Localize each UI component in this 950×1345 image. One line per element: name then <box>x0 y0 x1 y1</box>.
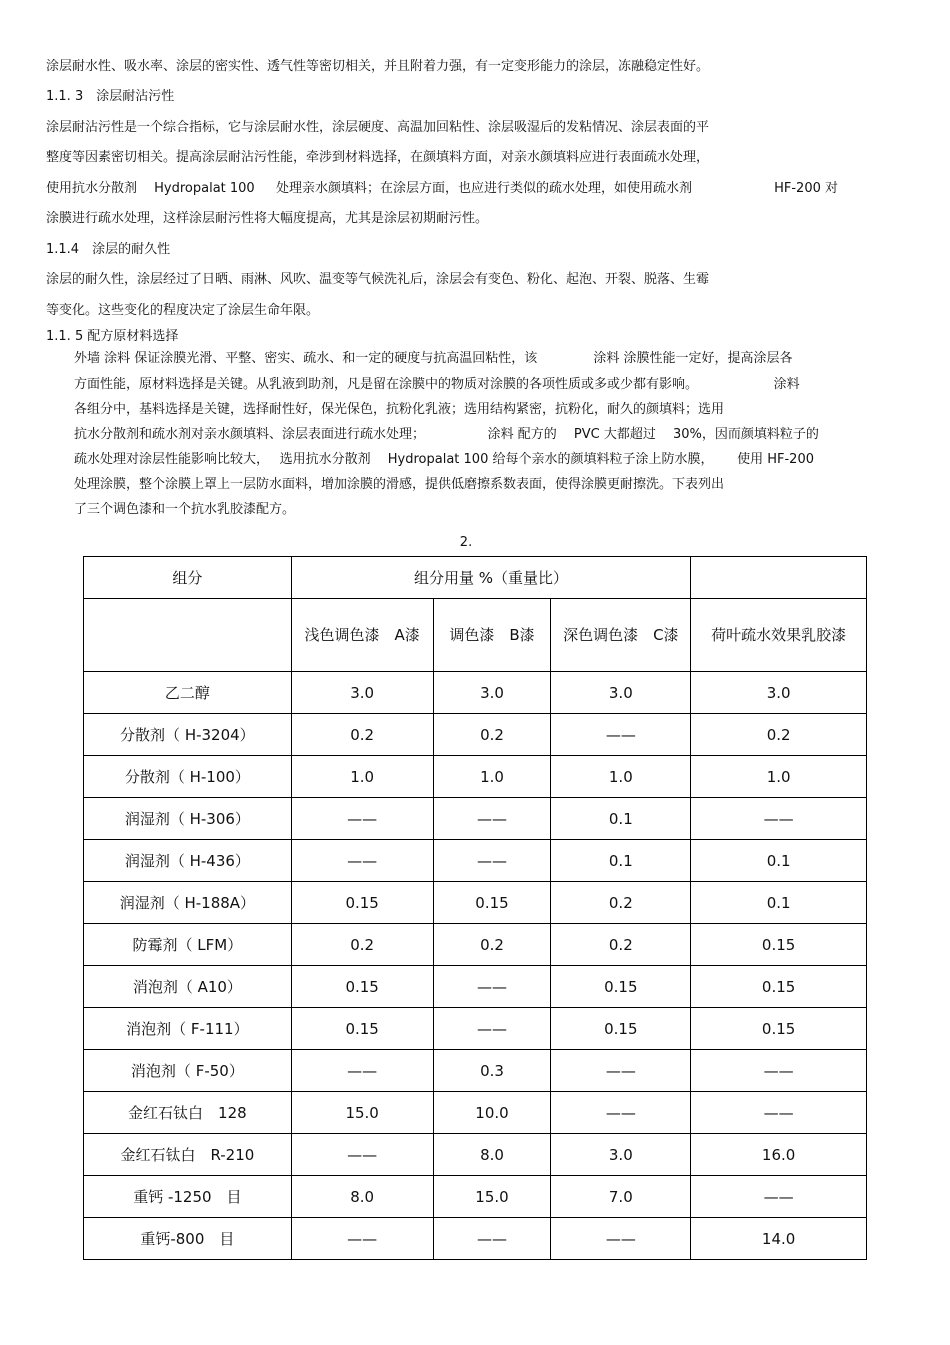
amount-cell: —— <box>291 840 433 882</box>
amount-cell: 0.15 <box>691 1008 867 1050</box>
amount-cell: 8.0 <box>433 1134 551 1176</box>
amount-cell: 3.0 <box>551 672 691 714</box>
amount-cell: 15.0 <box>433 1176 551 1218</box>
amount-cell: —— <box>691 1176 867 1218</box>
component-name: 润湿剂（ H-436） <box>84 840 292 882</box>
amount-cell: 0.2 <box>433 714 551 756</box>
text-line: 涂膜进行疏水处理，这样涂层耐污性将大幅度提高，尤其是涂层初期耐污性。 <box>46 211 489 226</box>
column-header: 调色漆 B漆 <box>433 599 551 672</box>
component-name: 金红石钛白 R-210 <box>84 1134 292 1176</box>
table-row <box>84 672 867 714</box>
amount-cell: 7.0 <box>551 1176 691 1218</box>
amount-cell: 0.2 <box>551 882 691 924</box>
amount-cell: —— <box>433 966 551 1008</box>
amount-cell: 0.15 <box>291 966 433 1008</box>
table-row <box>84 882 867 924</box>
amount-cell: 0.1 <box>691 882 867 924</box>
amount-cell: 0.1 <box>551 840 691 882</box>
text-line: 各组分中，基料选择是关键，选择耐性好，保光保色，抗粉化乳液；选用结构紧密，抗粉化，耐久的颜填料；选用 <box>74 402 725 417</box>
amount-cell: —— <box>291 1134 433 1176</box>
component-name: 乙二醇 <box>84 672 292 714</box>
table-header-row <box>84 557 867 599</box>
component-name: 润湿剂（ H-306） <box>84 798 292 840</box>
amount-cell: —— <box>291 798 433 840</box>
component-name: 消泡剂（ F-111） <box>84 1008 292 1050</box>
text-line: 使用抗水分散剂 Hydropalat 100 处理亲水颜填料；在涂层方面，也应进行类似的疏水处理，如使用疏水剂 HF-200 对 <box>46 181 838 196</box>
header-component: 组分 <box>84 557 292 599</box>
subheader-blank <box>84 599 292 672</box>
table-row <box>84 966 867 1008</box>
table-row <box>84 756 867 798</box>
text-line: 方面性能，原材料选择是关键。从乳液到助剂，凡是留在涂膜中的物质对涂膜的各项性质或多或少都有影响。 涂料 <box>74 377 800 392</box>
amount-cell: —— <box>551 1050 691 1092</box>
amount-cell: —— <box>433 798 551 840</box>
amount-cell: —— <box>551 1092 691 1134</box>
amount-cell: 0.3 <box>433 1050 551 1092</box>
header-blank <box>691 557 867 599</box>
amount-cell: 16.0 <box>691 1134 867 1176</box>
amount-cell: —— <box>551 714 691 756</box>
amount-cell: 0.15 <box>691 966 867 1008</box>
amount-cell: 0.15 <box>551 1008 691 1050</box>
amount-cell: —— <box>691 1092 867 1134</box>
amount-cell: 10.0 <box>433 1092 551 1134</box>
amount-cell: 1.0 <box>691 756 867 798</box>
component-name: 润湿剂（ H-188A） <box>84 882 292 924</box>
amount-cell: 1.0 <box>551 756 691 798</box>
text-line: 抗水分散剂和疏水剂对亲水颜填料、涂层表面进行疏水处理； 涂料 配方的 PVC 大都超过 30%，因而颜填料粒子的 <box>74 427 819 442</box>
column-header: 深色调色漆 C漆 <box>551 599 691 672</box>
amount-cell: —— <box>551 1218 691 1260</box>
formula-table <box>83 556 867 1260</box>
table-row <box>84 798 867 840</box>
text-line: 涂层耐沾污性是一个综合指标，它与涂层耐水性，涂层硬度、高温加回粘性、涂层吸湿后的发粘情况、涂层表面的平 <box>46 120 710 135</box>
table-row <box>84 1092 867 1134</box>
text-line: 涂层的耐久性，涂层经过了日晒、雨淋、风吹、温变等气候洗礼后，涂层会有变色、粉化、起泡、开裂、脱落、生霉 <box>46 272 710 287</box>
amount-cell: 1.0 <box>291 756 433 798</box>
table-row <box>84 714 867 756</box>
component-name: 重钙-800 目 <box>84 1218 292 1260</box>
text-line: 外墙 涂料 保证涂膜光滑、平整、密实、疏水、和一定的硬度与抗高温回粘性，该 涂料 涂膜性能一定好，提高涂层各 <box>74 351 793 366</box>
component-name: 金红石钛白 128 <box>84 1092 292 1134</box>
header-amount: 组分用量 %（重量比） <box>291 557 690 599</box>
text-line: 涂层耐水性、吸水率、涂层的密实性、透气性等密切相关，并且附着力强，有一定变形能力的涂层，冻融稳定性好。 <box>46 59 710 74</box>
amount-cell: 1.0 <box>433 756 551 798</box>
amount-cell: —— <box>691 1050 867 1092</box>
component-name: 分散剂（ H-100） <box>84 756 292 798</box>
table-row <box>84 840 867 882</box>
table-row <box>84 1134 867 1176</box>
amount-cell: 0.15 <box>291 882 433 924</box>
amount-cell: —— <box>691 798 867 840</box>
text-line: 整度等因素密切相关。提高涂层耐沾污性能，牵涉到材料选择，在颜填料方面，对亲水颜填料应进行表面疏水处理， <box>46 150 710 165</box>
component-name: 分散剂（ H-3204） <box>84 714 292 756</box>
amount-cell: —— <box>433 1008 551 1050</box>
component-name: 重钙 -1250 目 <box>84 1176 292 1218</box>
amount-cell: 3.0 <box>691 672 867 714</box>
amount-cell: 3.0 <box>291 672 433 714</box>
text-line: 等变化。这些变化的程度决定了涂层生命年限。 <box>46 303 320 318</box>
amount-cell: 3.0 <box>433 672 551 714</box>
component-name: 消泡剂（ F-50） <box>84 1050 292 1092</box>
amount-cell: 0.2 <box>691 714 867 756</box>
amount-cell: 0.2 <box>291 714 433 756</box>
text-line: 1.1.4 涂层的耐久性 <box>46 242 171 257</box>
amount-cell: 0.15 <box>551 966 691 1008</box>
amount-cell: —— <box>291 1050 433 1092</box>
table-row <box>84 1218 867 1260</box>
amount-cell: 0.2 <box>551 924 691 966</box>
amount-cell: 0.2 <box>291 924 433 966</box>
column-header: 浅色调色漆 A漆 <box>291 599 433 672</box>
amount-cell: 0.15 <box>433 882 551 924</box>
table-caption: 2. <box>459 535 473 550</box>
amount-cell: 8.0 <box>291 1176 433 1218</box>
text-line: 1.1. 3 涂层耐沾污性 <box>46 89 175 104</box>
amount-cell: 3.0 <box>551 1134 691 1176</box>
column-header: 荷叶疏水效果乳胶漆 <box>691 599 867 672</box>
amount-cell: 0.2 <box>433 924 551 966</box>
amount-cell: 0.1 <box>551 798 691 840</box>
text-line: 疏水处理对涂层性能影响比较大， 选用抗水分散剂 Hydropalat 100 给每个亲水的颜填料粒子涂上防水膜， 使用 HF-200 <box>74 452 814 467</box>
table-subheader-row <box>84 599 867 672</box>
table-row <box>84 924 867 966</box>
text-line: 了三个调色漆和一个抗水乳胶漆配方。 <box>74 502 296 517</box>
table-row <box>84 1050 867 1092</box>
amount-cell: 0.1 <box>691 840 867 882</box>
amount-cell: —— <box>433 840 551 882</box>
table-row <box>84 1008 867 1050</box>
amount-cell: 0.15 <box>691 924 867 966</box>
amount-cell: 14.0 <box>691 1218 867 1260</box>
text-line: 处理涂膜，整个涂膜上罩上一层防水面料，增加涂膜的滑感，提供低磨擦系数表面，使得涂膜更耐擦洗。下表列出 <box>74 477 725 492</box>
amount-cell: —— <box>291 1218 433 1260</box>
amount-cell: 15.0 <box>291 1092 433 1134</box>
text-line: 1.1. 5 配方原材料选择 <box>46 329 179 344</box>
component-name: 消泡剂（ A10） <box>84 966 292 1008</box>
amount-cell: 0.15 <box>291 1008 433 1050</box>
amount-cell: —— <box>433 1218 551 1260</box>
component-name: 防霉剂（ LFM） <box>84 924 292 966</box>
table-row <box>84 1176 867 1218</box>
